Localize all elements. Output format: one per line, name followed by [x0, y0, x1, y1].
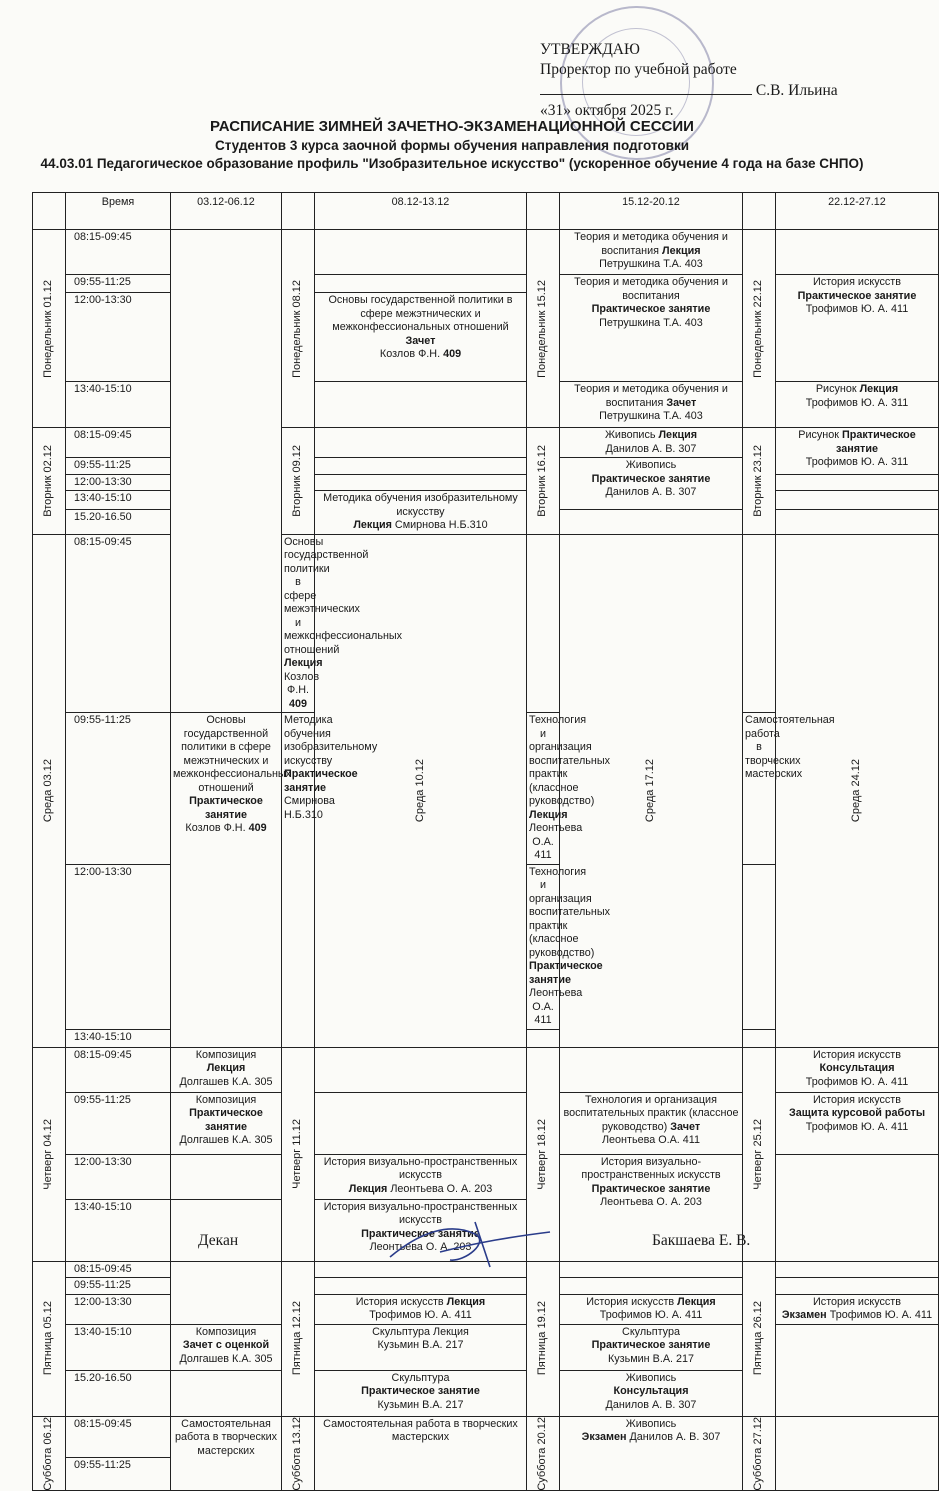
schedule-cell [315, 1278, 527, 1295]
schedule-cell [776, 1324, 939, 1416]
time-cell: 13:40-15:10 [66, 1324, 171, 1370]
time-cell: 13:40-15:10 [66, 382, 171, 428]
schedule-cell: Методика обучения изобразительному искусству Практическое занятие Смирнова Н.Б.310 [282, 713, 315, 1048]
schedule-cell: Скульптура Лекция Кузьмин В.А. 217 [315, 1324, 527, 1370]
program-title: 44.03.01 Педагогическое образование профиль "Изобразительное искусство" (ускоренное обучение 4 года на базе СНПО) [40, 156, 864, 171]
time-cell: 09:55-11:25 [66, 1278, 171, 1295]
header-empty [743, 193, 776, 230]
day-cell: Пятница 05.12 [33, 1261, 66, 1416]
table-row [33, 1154, 939, 1199]
schedule-cell [560, 509, 743, 534]
schedule-cell: Композиция Практическое занятие Долгашев К.А. 305 [171, 1092, 282, 1154]
table-row [33, 428, 939, 458]
schedule-cell: Теория и методика обучения и воспитания Практическое занятие Петрушкина Т.А. 403 [560, 275, 743, 382]
schedule-cell [776, 474, 939, 491]
header-week-4: 22.12-27.12 [776, 193, 939, 230]
approval-block [540, 40, 880, 121]
schedule-cell [527, 534, 560, 713]
schedule-cell: Теория и методика обучения и воспитания Лекция Петрушкина Т.А. 403 [560, 230, 743, 275]
time-cell: 09:55-11:25 [66, 458, 171, 475]
schedule-cell [743, 1029, 776, 1047]
header-week-3: 15.12-20.12 [560, 193, 743, 230]
header-row [33, 193, 939, 230]
table-row [33, 1092, 939, 1154]
signature-line [540, 80, 752, 95]
approval-line2: Проректор по учебной работе [540, 61, 737, 78]
day-cell: Суббота 20.12 [527, 1416, 560, 1491]
schedule-cell: История искусств Лекция Трофимов Ю. А. 411 [560, 1294, 743, 1324]
schedule-cell: Основы государственной политики в сфере межэтнических и межконфессиональных отношений Зачет Козлов Ф.Н. 409 [315, 293, 527, 382]
day-cell: Понедельник 08.12 [282, 230, 315, 428]
table-row [33, 275, 939, 293]
schedule-cell [560, 1278, 743, 1295]
table-row [33, 1294, 939, 1324]
table-row [33, 491, 939, 510]
schedule-cell [776, 1416, 939, 1491]
time-cell: 09:55-11:25 [66, 1092, 171, 1154]
schedule-cell [315, 382, 527, 428]
header-empty [33, 193, 66, 230]
schedule-cell [776, 1278, 939, 1295]
schedule-cell [171, 230, 282, 713]
time-cell: 13:40-15:10 [66, 1199, 171, 1261]
time-cell: 12:00-13:30 [66, 293, 171, 382]
schedule-cell: История искусств Консультация Трофимов Ю. А. 411 [776, 1047, 939, 1092]
time-cell: 09:55-11:25 [66, 275, 171, 293]
schedule-cell: История визуально-пространственных искусств Практическое занятие Леонтьева О. А. 203 [315, 1199, 527, 1261]
signature-scribble [380, 1212, 560, 1272]
schedule-cell: Композиция Зачет с оценкой Долгашев К.А. 305 [171, 1324, 282, 1370]
schedule-cell: Рисунок Практическое занятие Трофимов Ю. А. 311 [776, 428, 939, 475]
time-cell: 08:15-09:45 [66, 534, 171, 713]
schedule-cell [776, 509, 939, 534]
schedule-cell: История искусств Защита курсовой работы Трофимов Ю. А. 411 [776, 1092, 939, 1154]
time-cell: 08:15-09:45 [66, 230, 171, 275]
time-cell: 12:00-13:30 [66, 864, 171, 1029]
day-cell: Вторник 23.12 [743, 428, 776, 535]
schedule-cell [560, 1261, 743, 1278]
time-cell: 08:15-09:45 [66, 1416, 171, 1458]
schedule-cell [776, 230, 939, 275]
schedule-cell: Теория и методика обучения и воспитания Зачет Петрушкина Т.А. 403 [560, 382, 743, 428]
time-cell: 12:00-13:30 [66, 1294, 171, 1324]
schedule-cell [171, 1261, 282, 1324]
time-cell: 08:15-09:45 [66, 1261, 171, 1278]
table-row [33, 1278, 939, 1295]
header-week-1: 03.12-06.12 [171, 193, 282, 230]
schedule-cell: Рисунок Лекция Трофимов Ю. А. 311 [776, 382, 939, 428]
day-cell: Вторник 02.12 [33, 428, 66, 535]
approval-signer-line [540, 80, 880, 101]
day-cell: Четверг 11.12 [282, 1047, 315, 1261]
schedule-cell: Живопись Экзамен Данилов А. В. 307 [560, 1416, 743, 1491]
day-cell: Пятница 12.12 [282, 1261, 315, 1416]
table-row [33, 474, 939, 491]
day-cell: Четверг 18.12 [527, 1047, 560, 1261]
time-cell: 15.20-16.50 [66, 1370, 171, 1416]
schedule-cell [315, 275, 527, 293]
schedule-cell: Скульптура Практическое занятие Кузьмин В.А. 217 [560, 1324, 743, 1370]
schedule-cell [776, 1154, 939, 1261]
time-cell: 12:00-13:30 [66, 474, 171, 491]
schedule-cell: Живопись Консультация Данилов А. В. 307 [560, 1370, 743, 1416]
schedule-cell: Самостоятельная работа в творческих мастерских [171, 1416, 282, 1491]
schedule-cell [315, 1092, 527, 1154]
schedule-cell: Композиция Лекция Долгашев К.А. 305 [171, 1047, 282, 1092]
table-row [33, 1047, 939, 1092]
schedule-cell [776, 1261, 939, 1278]
schedule-cell [315, 230, 527, 275]
day-cell: Четверг 04.12 [33, 1047, 66, 1261]
schedule-cell: Основы государственной политики в сфере межэтнических и межконфессиональных отношений Лекция Козлов Ф.Н. 409 [282, 534, 315, 713]
schedule-cell: Скульптура Практическое занятие Кузьмин В.А. 217 [315, 1370, 527, 1416]
schedule-cell [315, 1047, 527, 1092]
day-cell: Понедельник 01.12 [33, 230, 66, 428]
schedule-cell: Основы государственной политики в сфере межэтнических и межконфессиональных отношений Практическое занятие Козлов Ф.Н. 409 [171, 713, 282, 1048]
schedule-cell: Методика обучения изобразительному искусству Лекция Смирнова Н.Б.310 [315, 491, 527, 535]
dean-name: Бакшаева Е. В. [652, 1232, 751, 1249]
schedule-cell: История искусств Практическое занятие Трофимов Ю. А. 411 [776, 275, 939, 382]
day-cell: Суббота 27.12 [743, 1416, 776, 1491]
schedule-cell [527, 1029, 560, 1047]
schedule-cell: Живопись Практическое занятие Данилов А. В. 307 [560, 458, 743, 510]
time-cell: 12:00-13:30 [66, 1154, 171, 1199]
day-cell: Пятница 19.12 [527, 1261, 560, 1416]
schedule-cell [776, 491, 939, 510]
day-cell: Среда 03.12 [33, 534, 66, 1047]
time-cell: 08:15-09:45 [66, 1047, 171, 1092]
approval-line1: УТВЕРЖДАЮ [540, 41, 640, 58]
table-row [33, 1416, 939, 1458]
day-cell: Понедельник 22.12 [743, 230, 776, 428]
time-cell: 13:40-15:10 [66, 1029, 171, 1047]
day-cell: Вторник 09.12 [282, 428, 315, 535]
schedule-cell: История визуально-пространственных искусств Практическое занятие Леонтьева О. А. 203 [560, 1154, 743, 1261]
day-cell: Пятница 26.12 [743, 1261, 776, 1416]
table-row [33, 534, 939, 713]
day-cell: Среда 24.12 [776, 534, 939, 1047]
time-cell: 13:40-15:10 [66, 491, 171, 510]
page-subtitle: Студентов 3 курса заочной формы обучения направления подготовки [214, 138, 689, 153]
approval-date: «31» октября 2025 г. [540, 102, 674, 119]
schedule-cell [315, 428, 527, 458]
schedule-cell [743, 534, 776, 713]
schedule-cell [315, 474, 527, 491]
header-empty [527, 193, 560, 230]
time-cell: 09:55-11:25 [66, 1458, 171, 1491]
schedule-cell: Технология и организация воспитательных практик (классное руководство) Зачет Леонтьева О.А. 411 [560, 1092, 743, 1154]
schedule-cell [171, 1199, 282, 1261]
header-week-2: 08.12-13.12 [315, 193, 527, 230]
dean-label: Декан [198, 1232, 239, 1249]
approval-signer: С.В. Ильина [755, 82, 838, 99]
day-cell: Среда 10.12 [315, 534, 527, 1047]
schedule-cell [171, 1370, 282, 1416]
schedule-table [32, 192, 939, 1491]
schedule-cell [560, 1047, 743, 1092]
schedule-cell: История искусств Лекция Трофимов Ю. А. 411 [315, 1294, 527, 1324]
schedule-cell: Самостоятельная работа в творческих мастерских [743, 713, 776, 865]
schedule-cell: Технология и организация воспитательных практик (классное руководство) Лекция Леонтьева О.А. 411 [527, 713, 560, 865]
schedule-cell: Самостоятельная работа в творческих мастерских [315, 1416, 527, 1491]
day-cell: Суббота 13.12 [282, 1416, 315, 1491]
page-title-block [0, 117, 904, 173]
header-time: Время [66, 193, 171, 230]
time-cell: 08:15-09:45 [66, 428, 171, 458]
day-cell: Среда 17.12 [560, 534, 743, 1047]
time-cell: 15.20-16.50 [66, 509, 171, 534]
time-cell: 09:55-11:25 [66, 713, 171, 865]
schedule-cell: Технология и организация воспитательных практик (классное руководство) Практическое занятие Леонтьева О.А. 411 [527, 864, 560, 1029]
table-row [33, 230, 939, 275]
schedule-cell: Живопись Лекция Данилов А. В. 307 [560, 428, 743, 458]
day-cell: Вторник 16.12 [527, 428, 560, 535]
header-empty [282, 193, 315, 230]
page-title: РАСПИСАНИЕ ЗИМНЕЙ ЗАЧЕТНО-ЭКЗАМЕНАЦИОННОЙ СЕССИИ [210, 118, 694, 135]
table-row [33, 1324, 939, 1370]
day-cell: Суббота 06.12 [33, 1416, 66, 1491]
day-cell: Четверг 25.12 [743, 1047, 776, 1261]
schedule-cell [171, 1154, 282, 1199]
schedule-cell: История визуально-пространственных искусств Лекция Леонтьева О. А. 203 [315, 1154, 527, 1199]
schedule-cell: История искусств Экзамен Трофимов Ю. А. 411 [776, 1294, 939, 1324]
day-cell: Понедельник 15.12 [527, 230, 560, 428]
schedule-cell [743, 864, 776, 1029]
schedule-cell [315, 458, 527, 475]
table-row [33, 382, 939, 428]
